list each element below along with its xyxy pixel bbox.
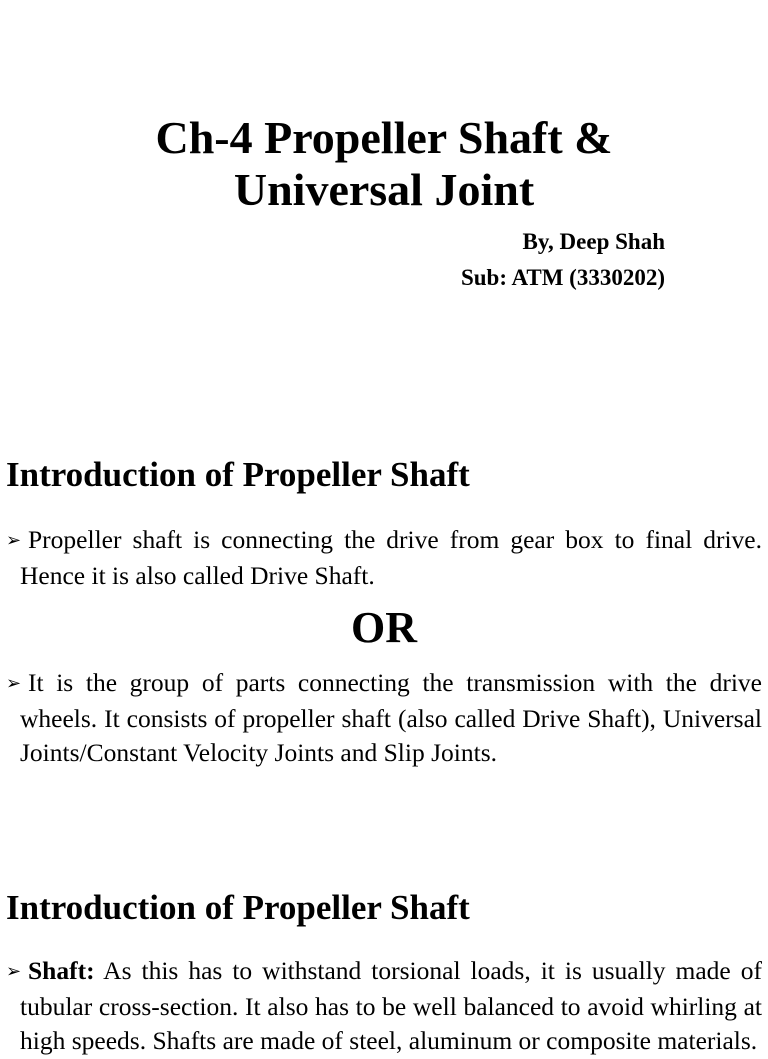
slide-title-line-1: Ch-4 Propeller Shaft & (155, 112, 613, 163)
author-line: By, Deep Shah (522, 229, 665, 254)
or-separator: OR (351, 603, 417, 652)
bullet-term: Shaft: (28, 956, 95, 985)
bullet-point (6, 954, 762, 1059)
arrowhead-bullet-icon: ➢ (6, 530, 22, 551)
arrowhead-bullet-icon: ➢ (6, 961, 22, 982)
intro-slide-2 (0, 842, 768, 1055)
intro-slide-1 (0, 410, 768, 842)
slide-title (0, 112, 768, 216)
bullet-text: As this has to withstand torsional loads, it is usually made of tubular cross-section. It also has to be well balanced to avoid whirling at high speeds. Shafts are made of steel, aluminum or composite materials. (20, 956, 762, 1055)
title-slide (0, 0, 768, 410)
bullet-text: Propeller shaft is connecting the drive from gear box to final drive. Hence it is also called Drive Shaft. (20, 525, 762, 590)
bullet-point (6, 666, 762, 771)
subject-line: Sub: ATM (3330202) (460, 265, 665, 290)
bullet-text: It is the group of parts connecting the transmission with the drive wheels. It consists of propeller shaft (also called Drive Shaft), Universal Joints/Constant Velocity Joints and Slip Joints. (20, 668, 762, 767)
arrowhead-bullet-icon: ➢ (6, 673, 22, 694)
slide-heading: Introduction of Propeller Shaft (6, 888, 470, 927)
slide-heading: Introduction of Propeller Shaft (6, 455, 470, 494)
slide-title-line-2: Universal Joint (233, 164, 535, 215)
bullet-point (6, 523, 762, 593)
